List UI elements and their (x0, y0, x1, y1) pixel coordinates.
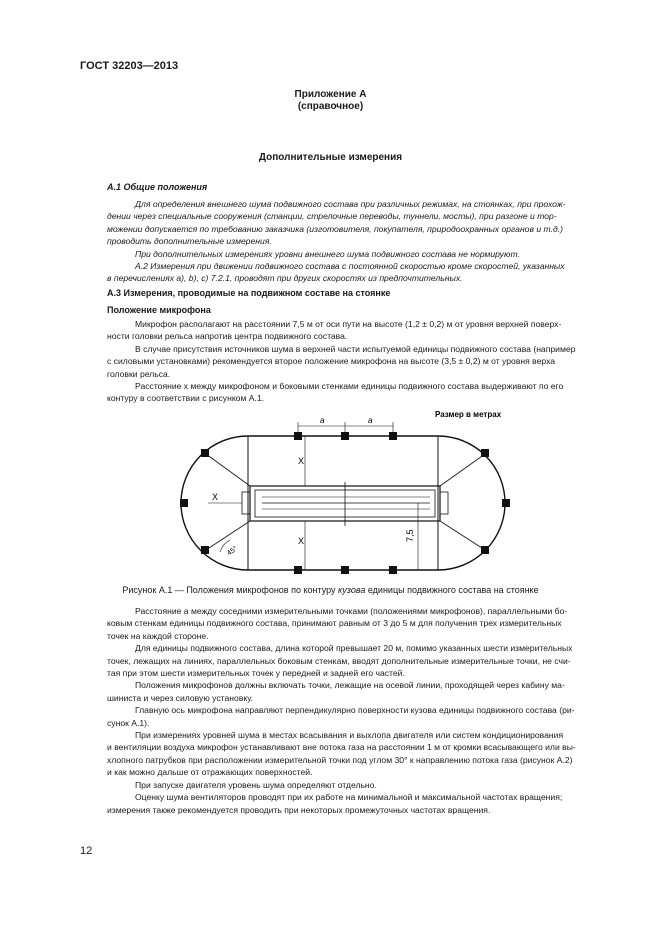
page-number: 12 (80, 845, 93, 857)
text-line: головки рельса. (107, 368, 171, 379)
text-line: точек, лежащих на линиях, параллельных боковым стенкам, вводят дополнительные измерительные точки, не счи- (107, 655, 571, 666)
section-a3-body (107, 318, 615, 405)
annex-label: Приложение А (294, 89, 367, 100)
page-title: Дополнительные измерения (258, 152, 403, 163)
microphone-position-subheading: Положение микрофона (107, 305, 211, 315)
text-line: Микрофон располагают на расстоянии 7,5 м от оси пути на высоте (1,2 ± 0,2) м от уровня верхней поверх- (135, 319, 562, 329)
microphone-point (389, 566, 397, 574)
label-x-top: X (298, 456, 305, 466)
text-line: При запуске двигателя уровень шума определяют отдельно. (135, 779, 377, 790)
text-line: Положения микрофонов должны включать точки, лежащие на осевой линии, проходящей через кабину ма- (135, 680, 565, 691)
label-a-2: a (368, 416, 373, 425)
text-line: Расстояние x между микрофоном и боковыми стенками единицы подвижного состава выдерживают по его (135, 381, 564, 392)
text-line: можении допускается по требованию заказчика (изготовителя, покупателя, природоохранных органов и т.д.) (107, 223, 563, 234)
microphone-point (294, 566, 302, 574)
text-line: точек на каждой стороне. (107, 630, 209, 641)
microphone-positions-figure (180, 402, 520, 577)
caption-text-end: единицы подвижного состава на стоянке (365, 585, 539, 595)
diagonal-line (440, 454, 485, 486)
section-a3-heading: А.3 Измерения, проводимые на подвижном составе на стоянке (107, 288, 391, 298)
text-line: ности головки рельса напротив центра подвижного состава. (107, 331, 348, 342)
text-line: При измерениях уровней шума в местах всасывания и выхлопа двигателя или систем кондиционирования (135, 730, 564, 741)
label-x-left: X (212, 492, 219, 502)
microphone-point (341, 432, 349, 440)
label-a-1: a (320, 416, 325, 425)
text-line: тая при этом шести измерительных точек у передней и задней его частей. (107, 668, 405, 679)
diagonal-line (206, 454, 250, 486)
annex-type: (справочное) (297, 101, 364, 112)
body-after-figure (107, 605, 615, 816)
document-code: ГОСТ 32203—2013 (80, 60, 179, 72)
text-line: измерения также рекомендуется проводить при некоторых промежуточных частотах вращения. (107, 804, 491, 815)
text-line: шиниста и через силовую установку. (107, 692, 254, 703)
microphone-point (502, 499, 510, 507)
text-line: Расстояние а между соседними измерительными точками (положениями микрофонов), параллельными бо- (135, 606, 568, 616)
text-line: При дополнительных измерениях уровни внешнего шума подвижного состава не нормируют. (135, 248, 520, 259)
text-line: и вентиляции воздуха микрофон устанавливают вне потока газа на расстоянии 1 м от кромки всасывающего или вы- (107, 742, 576, 753)
units-note: Размер в метрах (435, 410, 502, 419)
microphone-point (294, 432, 302, 440)
diagonal-line (206, 521, 250, 550)
figure-caption (0, 585, 661, 595)
microphone-point (201, 449, 209, 457)
text-line: с силовыми установками) рекомендуется второе положение микрофона на высоте (3,5 ± 0,2) м от уровня верха (107, 356, 556, 367)
section-a1-body (107, 198, 615, 285)
text-line: Для определения внешнего шума подвижного состава при различных режимах, на стоянках, при прохож- (135, 199, 566, 209)
label-angle: 45° (226, 545, 239, 558)
text-line: сунок А.1). (107, 717, 150, 728)
text-line: А.2 Измерения при движении подвижного состава с постоянной скоростью кроме скоростей, указанных (135, 261, 565, 272)
text-line: ковым стенкам единицы подвижного состава, принимают равным от 3 до 5 м для получения трех измерительных (107, 618, 562, 629)
section-a1-heading: А.1 Общие положения (107, 182, 208, 192)
text-line: В случае присутствия источников шума в верхней части испытуемой единицы подвижного состава (например (135, 343, 576, 354)
text-line: контуру в соответствии с рисунком А.1. (107, 393, 265, 404)
text-line: Оценку шума вентиляторов проводят при их работе на минимальной и максимальной частотах вращения; (135, 792, 563, 803)
rear-cab (440, 492, 448, 514)
caption-italic: кузова (338, 585, 366, 595)
label-x-bottom: X (298, 536, 305, 546)
text-line: в перечислениях а), b), c) 7.2.1, проводят при других скоростях из предпочтительных. (107, 273, 463, 284)
microphone-point (201, 546, 209, 554)
text-line: проводить дополнительные измерения. (107, 236, 272, 247)
microphone-point (180, 499, 188, 507)
microphone-point (341, 566, 349, 574)
text-line: Для единицы подвижного состава, длина которой превышает 20 м, помимо указанных шести измерительных (135, 643, 573, 654)
text-line: Главную ось микрофона направляют перпендикулярно поверхности кузова единицы подвижного состава (ри- (135, 705, 575, 716)
label-7-5: 7,5 (405, 529, 415, 542)
front-cab (242, 492, 250, 514)
diagonal-line (440, 521, 485, 550)
caption-text: Рисунок А.1 — Положения микрофонов по контуру (122, 585, 339, 595)
text-line: и как можно дальше от отражающих поверхностей. (107, 767, 313, 778)
microphone-point (481, 546, 489, 554)
microphone-point (389, 432, 397, 440)
text-line: хлопного патрубков при расположении измерительной точки под углом 30° к направлению потока газа (рисунок А.2) (107, 754, 573, 765)
microphone-point (481, 449, 489, 457)
text-line: дении через специальные сооружения (станции, стрелочные переводы, туннели, мосты), при разгоне и тор- (107, 211, 557, 222)
